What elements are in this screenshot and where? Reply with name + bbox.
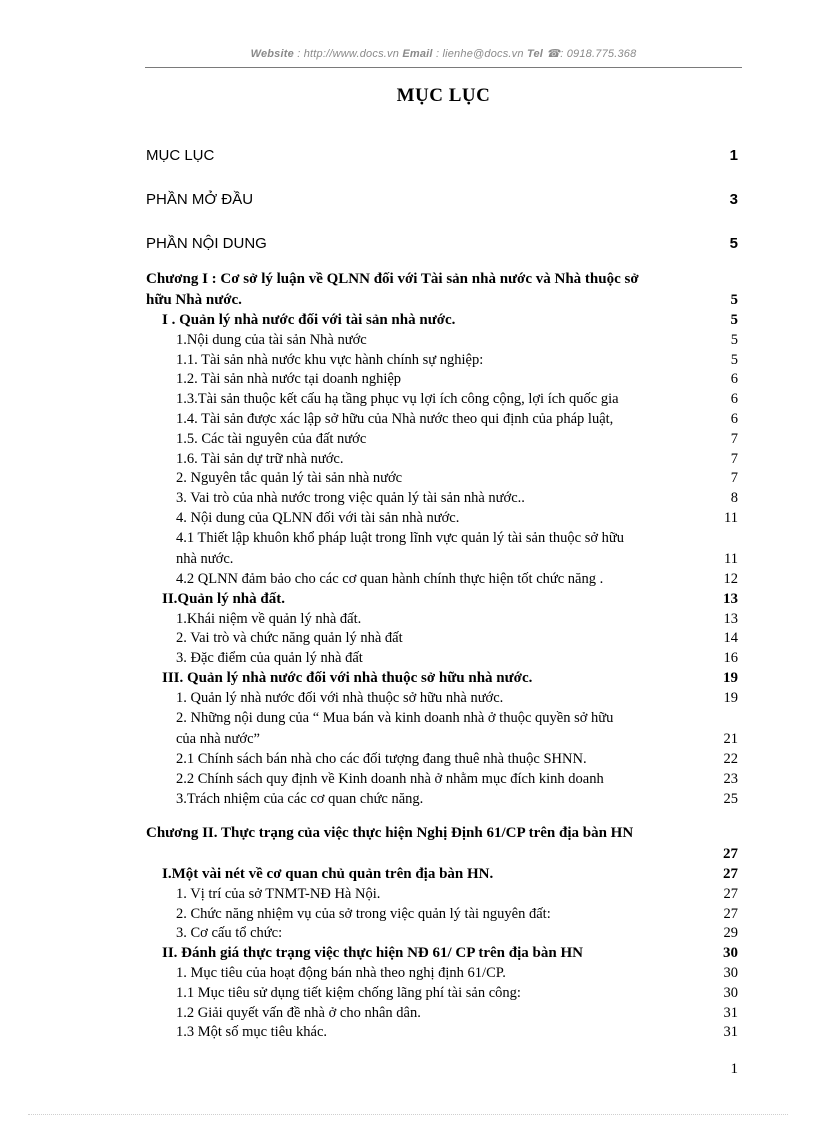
toc-item-page: 6 bbox=[730, 371, 738, 388]
website-label: Website bbox=[250, 48, 294, 60]
toc-item-page: 13 bbox=[723, 610, 738, 627]
toc-item-page: 30 bbox=[723, 965, 738, 981]
toc-item-page: 22 bbox=[723, 751, 738, 767]
toc-item-page: 7 bbox=[730, 470, 738, 487]
toc-entry-page: 5 bbox=[729, 235, 738, 252]
toc-item[interactable]: 2. Nguyên tắc quản lý tài sản nhà nước bbox=[176, 470, 403, 487]
chapter2-page: 27 bbox=[723, 846, 738, 862]
toc-item[interactable]: 1.5. Các tài nguyên của đất nước bbox=[176, 430, 367, 447]
toc-item-page: 5 bbox=[730, 351, 738, 368]
toc-item-page: 29 bbox=[723, 925, 738, 942]
toc-item-page: 31 bbox=[723, 1024, 738, 1041]
toc-item-page: 30 bbox=[723, 984, 738, 1001]
toc-item-page: 8 bbox=[730, 490, 738, 507]
toc-item-page: 14 bbox=[723, 630, 738, 647]
toc-item-page: 5 bbox=[730, 331, 738, 348]
toc-entry-label: MỤC LỤC bbox=[146, 147, 215, 164]
toc-item[interactable]: 2.1 Chính sách bán nhà cho các đối tượng đang thuê nhà thuộc SHNN. bbox=[176, 751, 587, 767]
toc-item-page: 31 bbox=[723, 1004, 738, 1021]
toc-item[interactable]: 2. Chức năng nhiệm vụ của sở trong việc quản lý tài nguyên đất: bbox=[176, 905, 551, 922]
toc-item[interactable]: 1.Nội dung của tài sản Nhà nước bbox=[176, 331, 367, 348]
toc-entry-page: 1 bbox=[729, 147, 738, 164]
header-rule bbox=[145, 67, 742, 68]
toc-item[interactable]: 2.2 Chính sách quy định về Kinh doanh nhà ở nhằm mục đích kinh doanh bbox=[176, 770, 604, 787]
email-value: : lienhe@docs.vn bbox=[435, 48, 524, 60]
toc-item-page: 6 bbox=[730, 411, 738, 427]
toc-section-heading[interactable]: I.Một vài nét về cơ quan chủ quản trên địa bàn HN. bbox=[162, 866, 494, 882]
toc-item-2-mua-ban-line2[interactable]: của nhà nước” bbox=[176, 731, 260, 747]
toc-item[interactable]: 1. Quản lý nhà nước đối với nhà thuộc sở hữu nhà nước. bbox=[176, 689, 504, 706]
toc-item-page: 23 bbox=[723, 770, 738, 787]
toc-item-page: 27 bbox=[723, 885, 738, 902]
toc-section-heading[interactable]: II. Đánh giá thực trạng việc thực hiện NĐ 61/ CP trên địa bàn HN bbox=[162, 945, 583, 962]
page-header bbox=[145, 47, 742, 65]
toc-item-page: 25 bbox=[723, 790, 738, 807]
toc-item[interactable]: 3. Đặc điểm của quản lý nhà đất bbox=[176, 650, 363, 667]
toc-item-4-1-page: 11 bbox=[724, 551, 738, 567]
chapter1-line1[interactable]: Chương I : Cơ sở lý luận về QLNN đối với Tài sản nhà nước và Nhà thuộc sở bbox=[146, 271, 639, 287]
toc-item-page: 7 bbox=[730, 430, 738, 447]
tel-label: Tel bbox=[526, 48, 544, 60]
toc-item[interactable]: 4. Nội dung của QLNN đối với tài sản nhà nước. bbox=[176, 510, 460, 526]
toc-item-page: 16 bbox=[723, 650, 738, 667]
toc-entry-label: PHẦN MỞ ĐẦU bbox=[146, 191, 254, 208]
toc-item[interactable]: 3.Trách nhiệm của các cơ quan chức năng. bbox=[176, 790, 424, 807]
toc-item[interactable]: 1. Vị trí của sở TNMT-NĐ Hà Nội. bbox=[176, 885, 381, 902]
toc-item[interactable]: 1.1 Mục tiêu sử dụng tiết kiệm chống lãng phí tài sản công: bbox=[176, 984, 521, 1001]
toc-entry-muc-luc[interactable] bbox=[146, 147, 738, 167]
toc-entry-page: 3 bbox=[729, 191, 738, 208]
toc-section-heading[interactable]: I . Quản lý nhà nước đối với tài sản nhà nước. bbox=[162, 312, 456, 328]
toc-item-page: 12 bbox=[723, 571, 738, 587]
toc-item-page: 13 bbox=[723, 590, 738, 607]
toc-item-4-1-line1[interactable]: 4.1 Thiết lập khuôn khổ pháp luật trong lĩnh vực quản lý tài sản thuộc sở hữu bbox=[176, 530, 624, 546]
toc-item-page: 27 bbox=[723, 866, 738, 882]
toc-item-page: 19 bbox=[723, 689, 738, 706]
toc-item[interactable]: 1.4. Tài sản được xác lập sở hữu của Nhà nước theo qui định của pháp luật, bbox=[176, 411, 614, 427]
toc-item[interactable]: 1.1. Tài sản nhà nước khu vực hành chính sự nghiệp: bbox=[176, 351, 484, 368]
toc-item-2-mua-ban-page: 21 bbox=[723, 731, 738, 747]
toc-item-2-mua-ban-line1[interactable]: 2. Những nội dung của “ Mua bán và kinh doanh nhà ở thuộc quyền sở hữu bbox=[176, 710, 614, 726]
chapter1-page: 5 bbox=[730, 292, 738, 308]
toc-item-page: 27 bbox=[723, 905, 738, 922]
toc-item-page: 19 bbox=[723, 670, 738, 686]
toc-item[interactable]: 1.Khái niệm về quản lý nhà đất. bbox=[176, 610, 362, 627]
website-value: : http://www.docs.vn bbox=[297, 48, 400, 60]
chapter2-line1[interactable]: Chương II. Thực trạng của việc thực hiện Nghị Định 61/CP trên địa bàn HN bbox=[146, 825, 634, 841]
toc-entry-label: PHẦN NỘI DUNG bbox=[146, 235, 267, 252]
page-title: MỤC LỤC bbox=[396, 85, 491, 106]
toc-item[interactable]: 1.2. Tài sản nhà nước tại doanh nghiệp bbox=[176, 371, 402, 388]
toc-item-page: 6 bbox=[730, 391, 738, 408]
tel-value: : 0918.775.368 bbox=[560, 48, 637, 60]
page-number: 1 bbox=[730, 1061, 738, 1077]
toc-entry-phan-noi-dung[interactable] bbox=[146, 235, 738, 255]
toc-entry-phan-mo-dau[interactable] bbox=[146, 191, 738, 211]
toc-item-page: 11 bbox=[724, 510, 738, 526]
toc-item[interactable]: 1.3.Tài sản thuộc kết cấu hạ tầng phục vụ lợi ích công cộng, lợi ích quốc gia bbox=[176, 391, 619, 408]
toc-item[interactable]: 3. Cơ cấu tổ chức: bbox=[176, 925, 283, 942]
toc-item-page: 5 bbox=[730, 312, 738, 328]
toc-section-heading[interactable]: III. Quản lý nhà nước đối với nhà thuộc sở hữu nhà nước. bbox=[162, 670, 533, 686]
email-label: Email bbox=[402, 48, 433, 60]
toc-item-page: 30 bbox=[723, 945, 738, 962]
toc-section-heading[interactable]: II.Quản lý nhà đất. bbox=[162, 590, 285, 607]
toc-item[interactable]: 3. Vai trò của nhà nước trong việc quản lý tài sản nhà nước.. bbox=[176, 490, 525, 507]
phone-icon: ☎ bbox=[546, 48, 561, 60]
toc-item[interactable]: 2. Vai trò và chức năng quản lý nhà đất bbox=[176, 630, 403, 647]
toc-item-4-1-line2[interactable]: nhà nước. bbox=[176, 551, 234, 567]
toc-item[interactable]: 1.3 Một số mục tiêu khác. bbox=[176, 1024, 328, 1041]
page-bottom-border bbox=[28, 1114, 788, 1115]
toc-item[interactable]: 4.2 QLNN đảm bảo cho các cơ quan hành chính thực hiện tốt chức năng . bbox=[176, 571, 604, 587]
toc-item-page: 7 bbox=[730, 450, 738, 467]
toc-item[interactable]: 1. Mục tiêu của hoạt động bán nhà theo nghị định 61/CP. bbox=[176, 965, 506, 981]
toc-item[interactable]: 1.6. Tài sản dự trữ nhà nước. bbox=[176, 450, 344, 467]
toc-item[interactable]: 1.2 Giải quyết vấn đề nhà ở cho nhân dân. bbox=[176, 1004, 421, 1021]
chapter1-line2[interactable]: hữu Nhà nước. bbox=[146, 292, 242, 308]
